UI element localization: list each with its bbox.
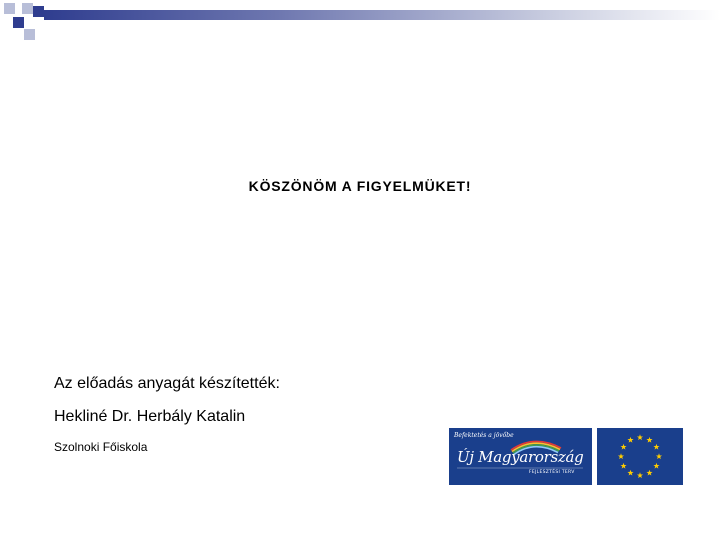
eu-star-icon: [646, 437, 652, 443]
header-gradient-band: [44, 10, 720, 20]
eu-star-icon: [618, 453, 624, 459]
eu-flag-icon: [597, 428, 683, 485]
credits-institution: Szolnoki Főiskola: [54, 440, 148, 454]
slide-title: [0, 178, 720, 194]
deco-square: [33, 6, 44, 17]
eu-star-icon: [656, 453, 662, 459]
eu-star-icon: [627, 437, 633, 443]
eu-star-icon: [653, 444, 659, 450]
deco-square: [4, 3, 15, 14]
eu-flag-logo: [597, 428, 683, 485]
eu-star-icon: [621, 463, 627, 469]
eu-star-icon: [621, 444, 627, 450]
eu-star-icon: [653, 463, 659, 469]
slide-title-text: KÖSZÖNÖM A FIGYELMÜKET!: [248, 178, 472, 194]
eu-star-icon: [627, 470, 633, 476]
logo-brand: Új Magyarország: [457, 448, 584, 466]
eu-star-icon: [637, 472, 643, 478]
eu-star-icon: [646, 470, 652, 476]
logo-plan: FEJLESZTÉSI TERV: [529, 470, 575, 475]
credits-heading: Az előadás anyagát készítették:: [54, 375, 280, 392]
credits-author: Hekliné Dr. Herbály Katalin: [54, 408, 246, 425]
header-decoration: [0, 0, 720, 50]
eu-star-icon: [637, 434, 643, 440]
deco-square: [13, 17, 24, 28]
deco-square: [22, 3, 33, 14]
credits-block: [54, 375, 280, 454]
uj-magyarorszag-logo: [449, 428, 592, 485]
deco-square: [24, 29, 35, 40]
logo-tagline: Befektetés a jövőbe: [454, 432, 514, 439]
